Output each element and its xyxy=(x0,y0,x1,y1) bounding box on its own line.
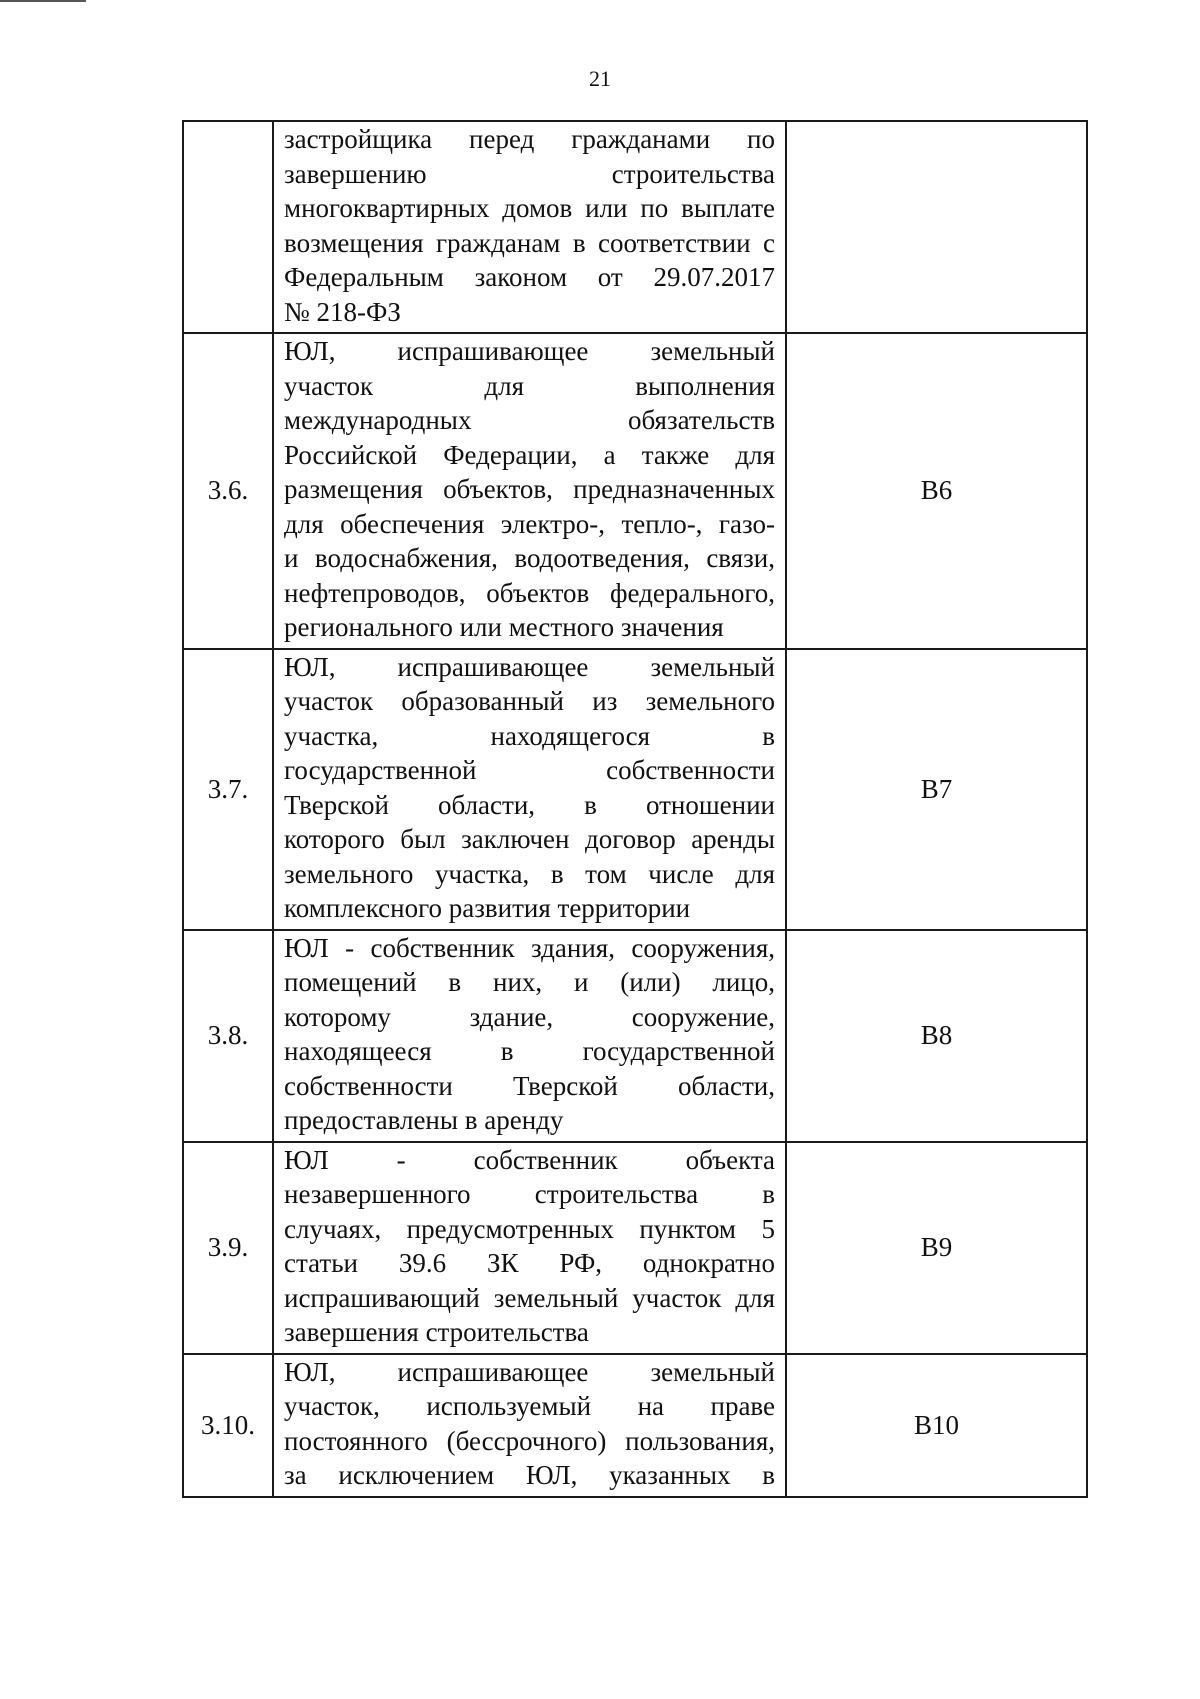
code-cell: В8 xyxy=(786,930,1087,1142)
description-line: возмещения гражданам в соответствии с xyxy=(284,227,775,258)
description-line: комплексного развития территории xyxy=(284,893,691,923)
description-line: Российской Федерации, а также для xyxy=(284,439,775,470)
description-line: государственной собственности xyxy=(284,755,775,785)
description-line: нефтепроводов, объектов федерального, xyxy=(284,577,775,608)
classification-table xyxy=(182,120,1088,1498)
description-line: участок для выполнения xyxy=(284,370,775,401)
scan-edge-mark xyxy=(0,0,86,2)
row-number-cell: 3.7. xyxy=(183,649,273,930)
row-number-cell: 3.9. xyxy=(183,1142,273,1354)
code-cell xyxy=(786,121,1087,333)
row-number-cell: 3.8. xyxy=(183,930,273,1142)
description-line: ЮЛ, испрашивающее земельный xyxy=(284,651,775,682)
table-row xyxy=(183,333,1087,649)
table-row xyxy=(183,1354,1087,1497)
description-line: ЮЛ, испрашивающее земельный xyxy=(284,1356,775,1387)
description-line: для обеспечения электро-, тепло-, газо- xyxy=(284,508,775,539)
description-line: и водоснабжения, водоотведения, связи, xyxy=(284,543,775,573)
description-cell xyxy=(273,930,786,1142)
description-line: № 218-ФЗ xyxy=(284,296,401,327)
code-cell: В10 xyxy=(786,1354,1087,1497)
table-row xyxy=(183,649,1087,930)
description-line: собственности Тверской области, xyxy=(284,1070,775,1101)
table-body xyxy=(183,121,1087,1497)
description-line: регионального или местного значения xyxy=(284,612,724,642)
description-line: которого был заключен договор аренды xyxy=(284,824,775,854)
description-line: помещений в них, и (или) лицо, xyxy=(284,967,775,997)
description-line: завершения строительства xyxy=(284,1317,589,1347)
description-line: случаях, предусмотренных пунктом 5 xyxy=(284,1213,775,1244)
description-line: незавершенного строительства в xyxy=(284,1179,775,1209)
description-line: предоставлены в аренду xyxy=(284,1105,564,1135)
description-line: участок, используемый на праве xyxy=(284,1391,775,1421)
description-line: размещения объектов, предназначенных xyxy=(284,474,775,504)
table-row xyxy=(183,930,1087,1142)
description-line: которому здание, сооружение, xyxy=(284,1001,775,1032)
description-line: находящееся в государственной xyxy=(284,1036,775,1066)
table-row xyxy=(183,121,1087,333)
description-line: многоквартирных домов или по выплате xyxy=(284,193,775,223)
description-line: участка, находящегося в xyxy=(284,720,775,751)
description-line: ЮЛ - собственник здания, сооружения, xyxy=(284,932,775,963)
description-line: испрашивающий земельный участок для xyxy=(284,1282,775,1313)
row-number-cell: 3.10. xyxy=(183,1354,273,1497)
description-line: статьи 39.6 ЗК РФ, однократно xyxy=(284,1248,775,1278)
description-line: участок образованный из земельного xyxy=(284,686,775,716)
code-cell: В7 xyxy=(786,649,1087,930)
description-cell xyxy=(273,1354,786,1497)
description-cell xyxy=(273,649,786,930)
description-line: международных обязательств xyxy=(284,405,775,435)
description-line: ЮЛ - собственник объекта xyxy=(284,1144,775,1175)
description-line: ЮЛ, испрашивающее земельный xyxy=(284,336,775,366)
row-number-cell: 3.6. xyxy=(183,333,273,649)
table-row xyxy=(183,1142,1087,1354)
description-line: за исключением ЮЛ, указанных в xyxy=(284,1460,775,1490)
description-line: постоянного (бессрочного) пользования, xyxy=(284,1425,775,1456)
description-line: завершению строительства xyxy=(284,158,775,189)
row-number-cell xyxy=(183,121,273,333)
description-line: застройщика перед гражданами по xyxy=(284,124,775,154)
description-cell xyxy=(273,1142,786,1354)
page-number: 21 xyxy=(589,66,611,91)
description-line: Тверской области, в отношении xyxy=(284,789,775,820)
description-line: земельного участка, в том числе для xyxy=(284,858,775,889)
description-cell xyxy=(273,333,786,649)
code-cell: В9 xyxy=(786,1142,1087,1354)
code-cell: В6 xyxy=(786,333,1087,649)
description-line: Федеральным законом от 29.07.2017 xyxy=(284,262,775,292)
description-cell xyxy=(273,121,786,333)
